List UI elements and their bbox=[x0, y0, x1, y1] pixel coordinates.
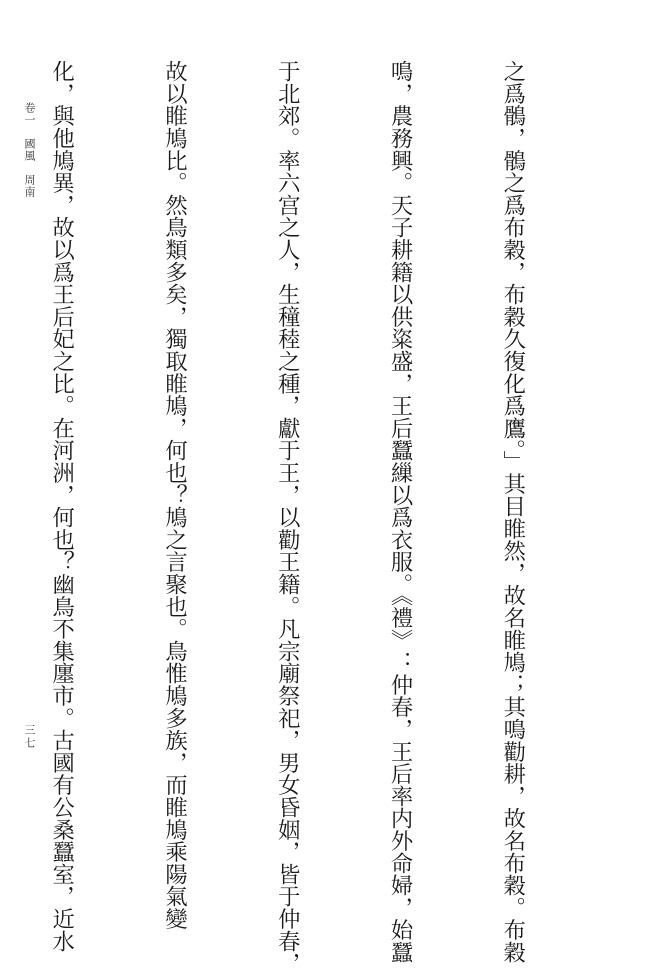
text-column-1: 之爲鶻，鶻之爲布穀，布穀久復化爲鷹。」其目睢然，故名睢鳩；其鳴勸耕，故名布穀。布穀 bbox=[499, 60, 526, 964]
text-column-4: 故以睢鳩比。然鳥類多矣，獨取睢鳩，何也？鳩之言聚也。鳥惟鳩多族，而睢鳩乘陽氣變 bbox=[161, 60, 188, 930]
text-column-2: 鳴，農務興。天子耕籍以供粢盛，王后蠶繅以爲衣服。《禮》：仲春，王后率内外命婦，始蠶 bbox=[387, 60, 414, 964]
main-text bbox=[48, 60, 606, 974]
running-head: 卷一 國風 周南 bbox=[23, 102, 36, 198]
text-column-3: 于北郊。率六宫之人，生穜稑之種，獻于王，以勸王籍。凡宗廟祭祀，男女昏姻，皆于仲春， bbox=[274, 60, 301, 974]
text-column-5: 化，與他鳩異，故以爲王后妃之比。在河洲，何也？幽鳥不集廛市。古國有公桑蠶室，近水 bbox=[48, 60, 75, 952]
page-number: 三七 bbox=[23, 724, 36, 750]
